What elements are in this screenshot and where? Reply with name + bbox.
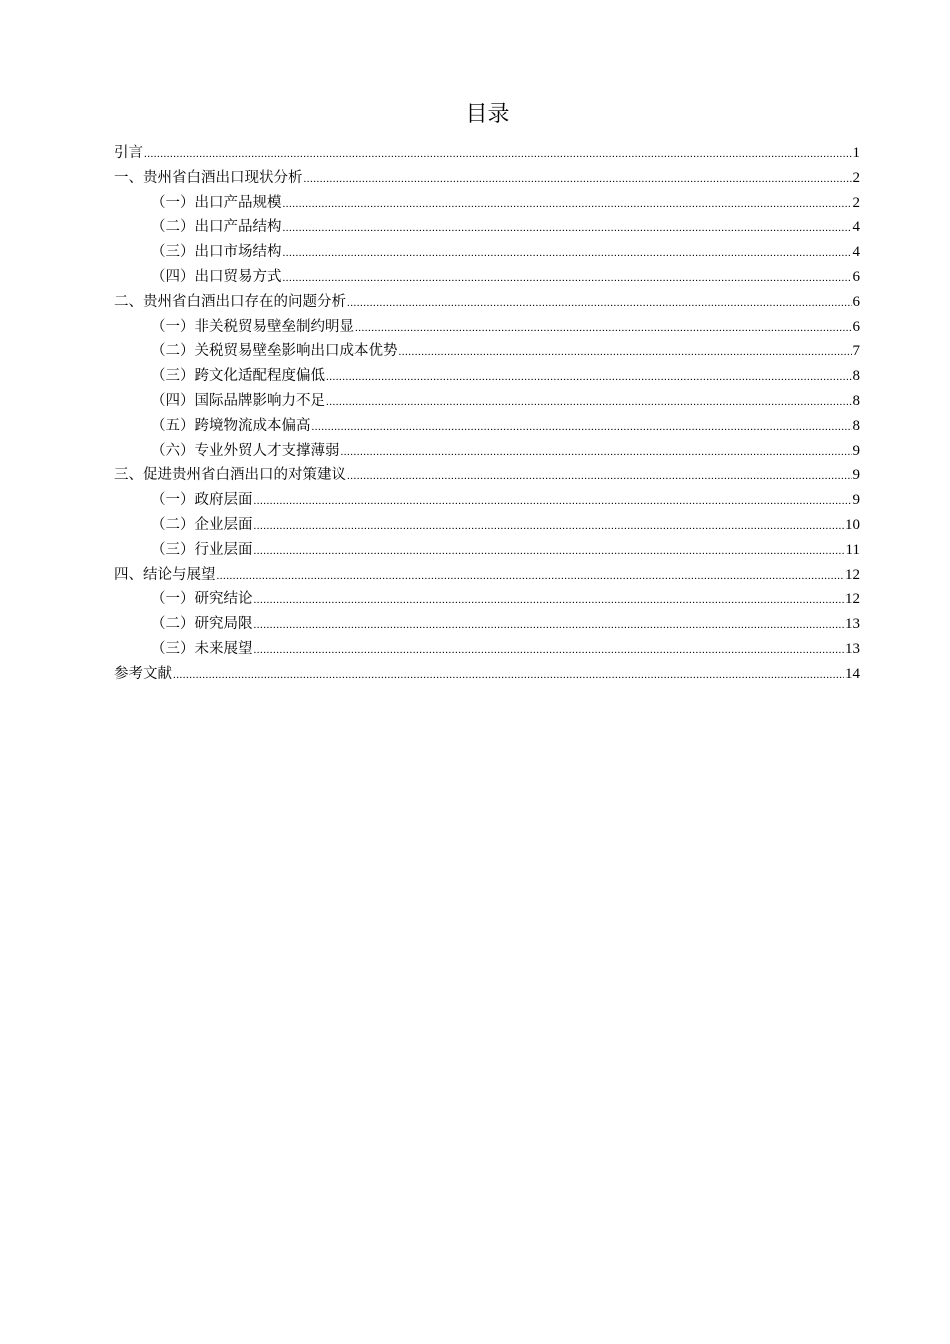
- toc-entry[interactable]: [114, 587, 860, 612]
- toc-entry-page-number: 14: [845, 665, 860, 682]
- toc-entry-label: 四、结论与展望: [114, 566, 216, 583]
- toc-entry[interactable]: [114, 488, 860, 513]
- toc-dot-leader: [304, 167, 852, 191]
- toc-entry-label: （二）关税贸易壁垒影响出口成本优势: [151, 343, 398, 360]
- toc-entry-page-number: 6: [852, 293, 860, 310]
- toc-dot-leader: [347, 291, 852, 315]
- toc-entry-page-number: 8: [852, 417, 860, 434]
- toc-entry[interactable]: [114, 612, 860, 637]
- toc-dot-leader: [254, 588, 845, 612]
- toc-entry[interactable]: [114, 463, 860, 488]
- toc-entry-label: 引言: [114, 145, 143, 161]
- toc-entry-page-number: 12: [845, 566, 860, 583]
- toc-entry-label: （四）出口贸易方式: [151, 268, 282, 285]
- toc-entry-page-number: 2: [852, 194, 860, 211]
- toc-dot-leader: [254, 638, 845, 662]
- toc-list: [114, 141, 860, 687]
- toc-entry[interactable]: [114, 339, 860, 364]
- toc-entry-label: （二）企业层面: [151, 516, 253, 533]
- toc-entry-page-number: 2: [852, 169, 860, 186]
- toc-dot-leader: [341, 440, 852, 464]
- toc-entry-page-number: 13: [845, 616, 860, 633]
- toc-dot-leader: [326, 390, 852, 414]
- toc-entry-page-number: 8: [852, 392, 860, 409]
- toc-entry-label: （一）研究结论: [151, 591, 253, 608]
- toc-entry[interactable]: [114, 563, 860, 588]
- toc-entry-label: （三）跨文化适配程度偏低: [151, 368, 325, 385]
- toc-dot-leader: [254, 613, 845, 637]
- toc-entry[interactable]: [114, 538, 860, 563]
- toc-entry-label: 三、促进贵州省白酒出口的对策建议: [114, 467, 346, 484]
- toc-entry-label: 参考文献: [114, 665, 172, 682]
- toc-entry-page-number: 4: [852, 244, 860, 261]
- toc-entry-page-number: 12: [845, 591, 860, 608]
- toc-entry[interactable]: [114, 637, 860, 662]
- toc-dot-leader: [283, 216, 852, 240]
- toc-entry-page-number: 11: [845, 541, 860, 558]
- toc-entry-page-number: 4: [852, 219, 860, 236]
- toc-entry-page-number: 13: [845, 640, 860, 657]
- toc-entry[interactable]: [114, 166, 860, 191]
- toc-dot-leader: [254, 489, 852, 513]
- toc-entry-label: 二、贵州省白酒出口存在的问题分析: [114, 293, 346, 310]
- toc-entry-label: 一、贵州省白酒出口现状分析: [114, 169, 303, 186]
- toc-entry[interactable]: [114, 662, 860, 687]
- toc-dot-leader: [254, 539, 845, 563]
- toc-entry-label: （一）非关税贸易壁垒制约明显: [151, 318, 354, 335]
- toc-entry-label: （三）出口市场结构: [151, 244, 282, 261]
- toc-entry-page-number: 6: [852, 318, 860, 335]
- toc-entry[interactable]: [114, 315, 860, 340]
- toc-dot-leader: [283, 266, 852, 290]
- toc-entry[interactable]: [114, 191, 860, 216]
- toc-entry-label: （三）未来展望: [151, 640, 253, 657]
- toc-entry-page-number: 9: [852, 442, 860, 459]
- toc-entry[interactable]: [114, 290, 860, 315]
- toc-entry[interactable]: [114, 240, 860, 265]
- toc-entry[interactable]: [114, 513, 860, 538]
- toc-entry-label: （二）出口产品结构: [151, 219, 282, 236]
- toc-entry-page-number: 9: [852, 467, 860, 484]
- toc-entry-label: （一）出口产品规模: [151, 194, 282, 211]
- toc-title: 目录: [465, 102, 510, 127]
- toc-dot-leader: [144, 142, 852, 166]
- toc-entry-page-number: 7: [852, 343, 860, 360]
- toc-entry[interactable]: [114, 215, 860, 240]
- toc-entry-label: （五）跨境物流成本偏高: [151, 417, 311, 434]
- toc-entry-label: （六）专业外贸人才支撑薄弱: [151, 442, 340, 459]
- toc-entry-label: （三）行业层面: [151, 541, 253, 558]
- toc-dot-leader: [312, 415, 852, 439]
- toc-dot-leader: [217, 564, 845, 588]
- toc-entry[interactable]: [114, 141, 860, 166]
- toc-dot-leader: [326, 365, 852, 389]
- toc-dot-leader: [283, 192, 852, 216]
- toc-entry[interactable]: [114, 414, 860, 439]
- toc-entry-label: （二）研究局限: [151, 616, 253, 633]
- toc-entry-page-number: 10: [845, 516, 860, 533]
- toc-dot-leader: [355, 316, 852, 340]
- toc-entry-page-number: 9: [852, 492, 860, 509]
- toc-dot-leader: [399, 340, 852, 364]
- toc-entry-page-number: 8: [852, 368, 860, 385]
- toc-dot-leader: [254, 514, 845, 538]
- toc-entry[interactable]: [114, 265, 860, 290]
- toc-dot-leader: [283, 241, 852, 265]
- toc-entry-label: （一）政府层面: [151, 492, 253, 509]
- toc-dot-leader: [173, 663, 844, 687]
- toc-entry-page-number: 6: [852, 268, 860, 285]
- toc-dot-leader: [347, 464, 852, 488]
- toc-entry-label: （四）国际品牌影响力不足: [151, 392, 325, 409]
- toc-entry[interactable]: [114, 389, 860, 414]
- toc-entry-page-number: 1: [852, 145, 860, 161]
- toc-entry[interactable]: [114, 364, 860, 389]
- toc-entry[interactable]: [114, 439, 860, 464]
